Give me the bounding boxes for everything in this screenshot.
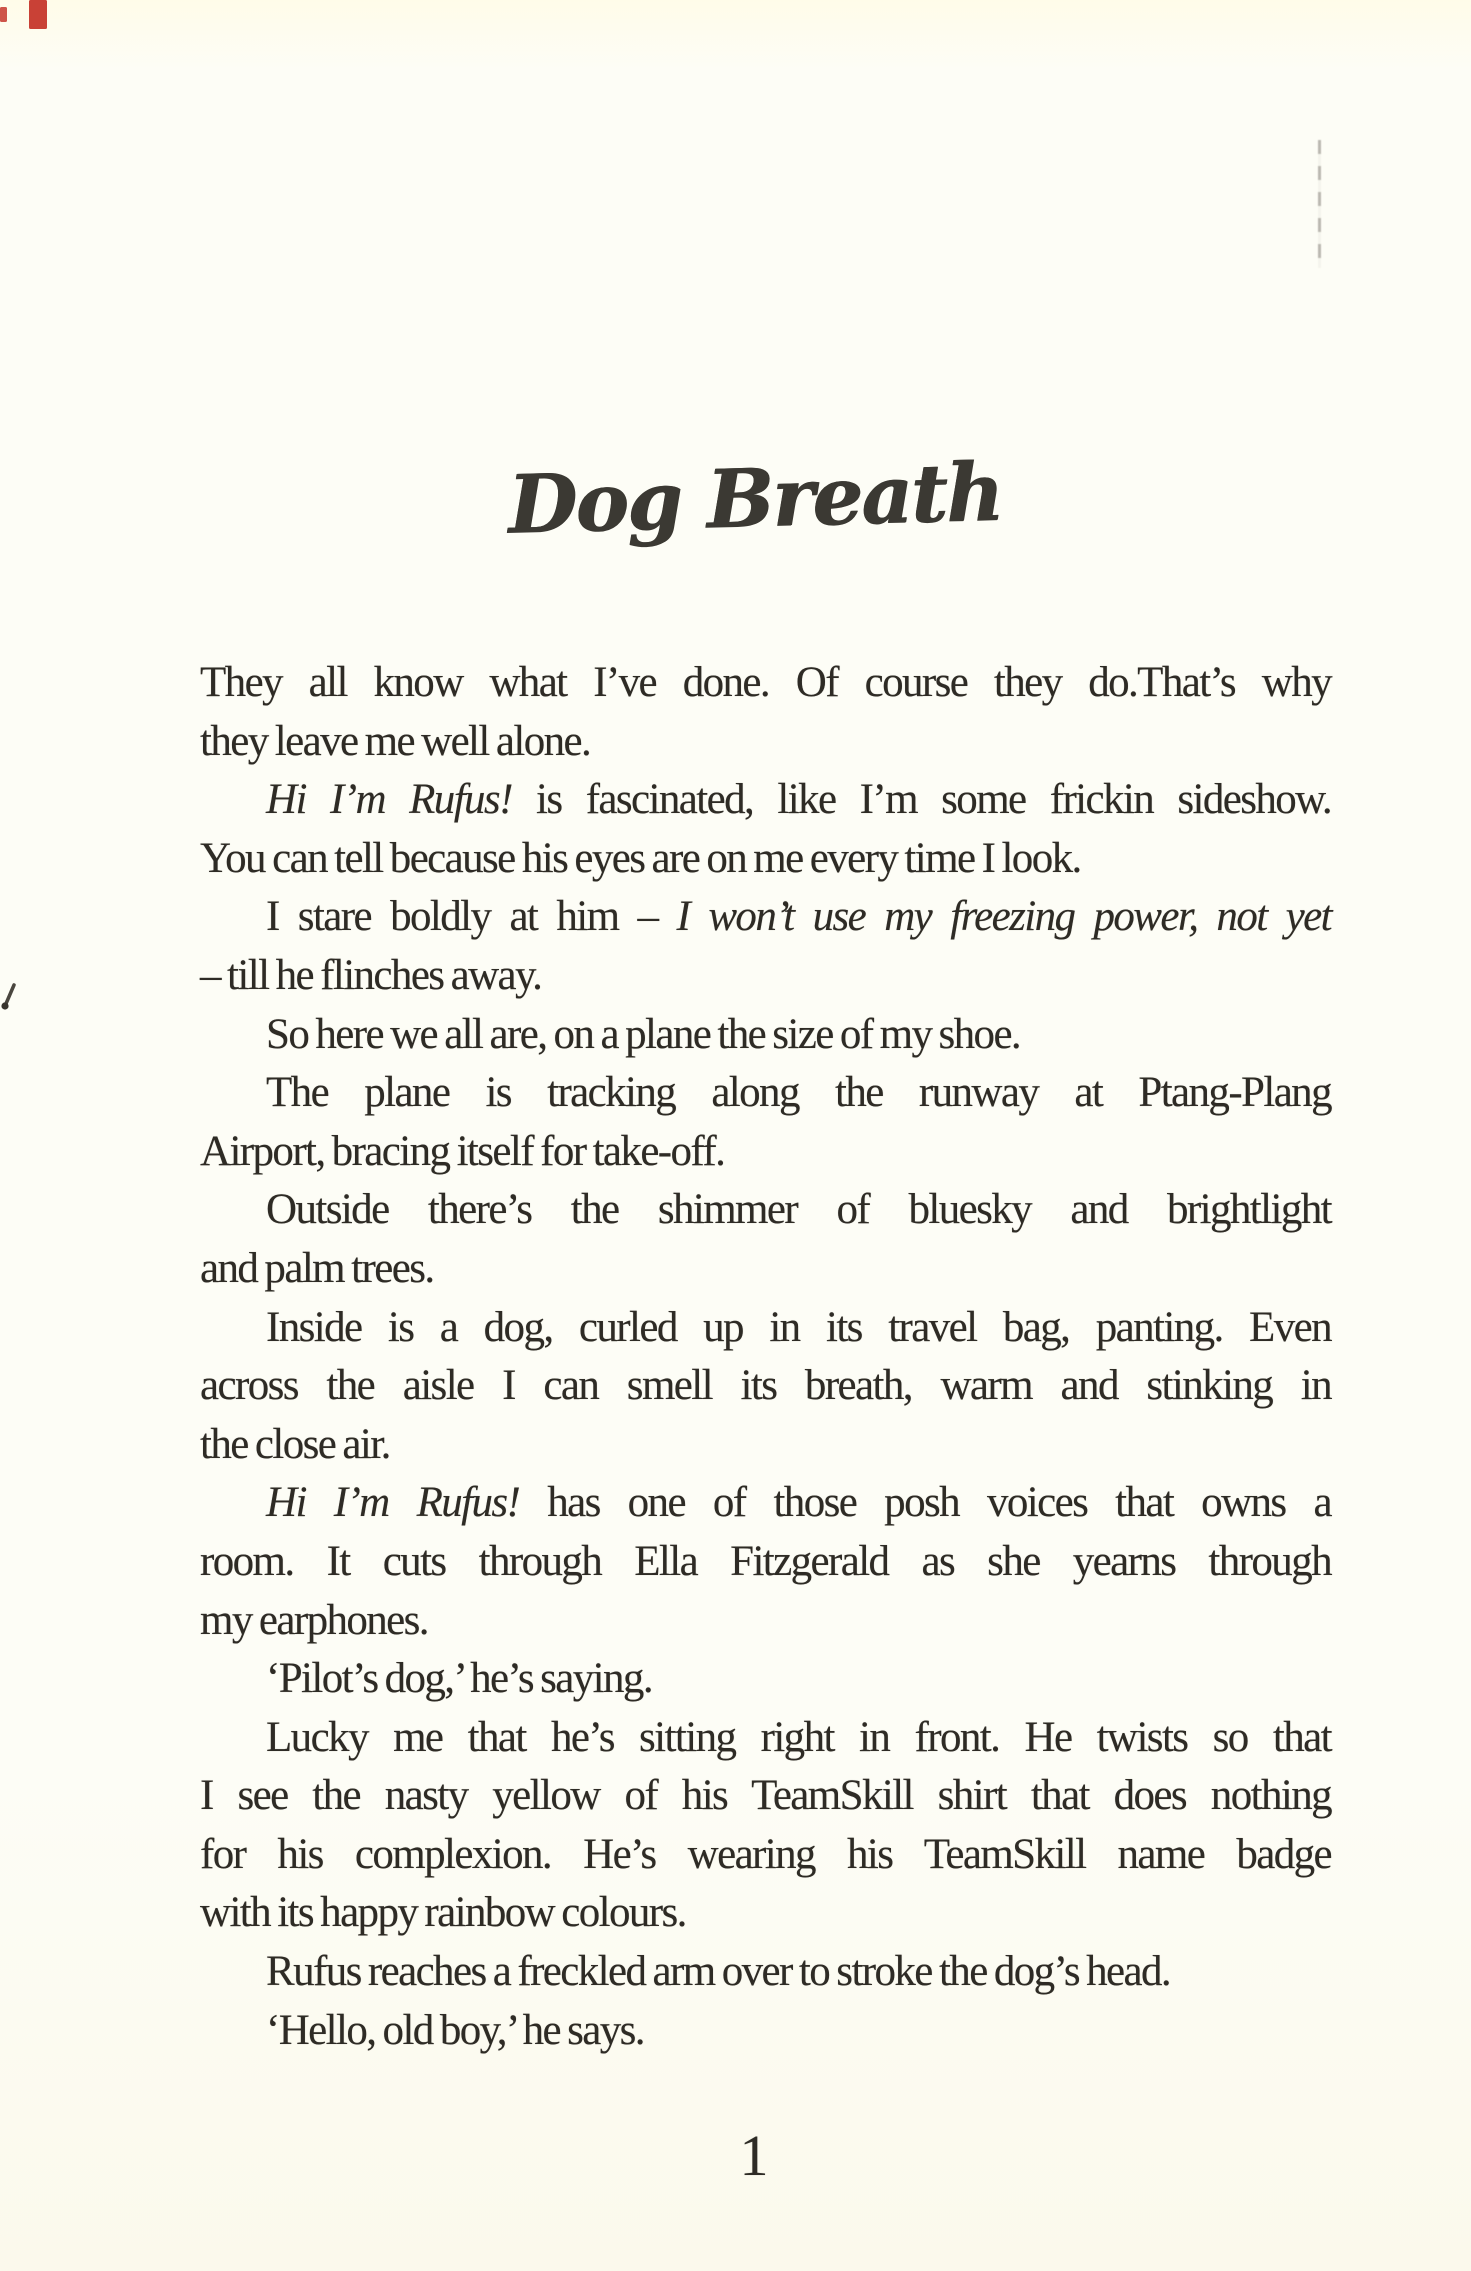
text-run: the close air. [200,1420,390,1468]
text-run: my earphones. [200,1596,428,1644]
text-run: Airport, bracing itself for take-off. [200,1127,725,1175]
text-run: I see the nasty yellow of his TeamSkill shirt that does nothing [200,1772,1331,1820]
chapter-title: Dog Breath [506,444,1004,552]
text-run: They all know what I’ve done. Of course they do.That’s why [200,659,1331,706]
body-line [200,1533,1331,1592]
scan-artifact-red-chip [0,7,7,22]
body-line [200,1064,1331,1123]
text-run: Rufus reaches a freckled arm over to stroke the dog’s head. [266,1948,1171,1996]
text-run: I stare boldly at him – [266,893,677,941]
scan-artifact-red-bar [29,0,47,29]
body-line [200,1884,1331,1943]
italic-text-run: Hi I’m Rufus! [266,776,512,824]
text-run: ‘Pilot’s dog,’ he’s saying. [266,1655,652,1703]
page-number: 1 [739,2123,769,2188]
body-line [200,1709,1331,1768]
scan-artifact-tick-mark [0,982,18,1014]
text-run: Lucky me that he’s sitting right in front. He twists so that [266,1713,1331,1761]
body-line [200,830,1331,889]
text-run: You can tell because his eyes are on me every time I look. [200,834,1081,882]
body-line [200,1826,1331,1885]
text-run: Outside there’s the shimmer of bluesky and brightlight [266,1186,1331,1234]
body-line [200,1650,1331,1709]
body-line [200,1181,1331,1240]
body-line [200,1357,1331,1416]
body-line [200,1416,1331,1475]
text-run: with its happy rainbow colours. [200,1889,686,1937]
text-run: Inside is a dog, curled up in its travel bag, panting. Even [266,1303,1331,1351]
body-line [200,1123,1331,1182]
body-line [200,947,1331,1006]
text-run: ‘Hello, old boy,’ he says. [266,2006,644,2054]
body-line [200,1299,1331,1358]
text-run: is fascinated, like I’m some frickin sideshow. [511,776,1331,824]
body-line [200,1943,1331,2002]
text-run: The plane is tracking along the runway at Ptang-Plang [266,1069,1331,1117]
text-run: has one of those posh voices that owns a [519,1479,1331,1527]
scan-artifact-dashed-line [1318,140,1321,268]
text-run: room. It cuts through Ella Fitzgerald as she yearns through [200,1537,1331,1585]
body-line [200,713,1331,772]
text-run: and palm trees. [200,1244,434,1292]
body-line [200,1474,1331,1533]
text-run: across the aisle I can smell its breath, warm and stinking in [200,1362,1331,1410]
italic-text-run: I won’t use my freezing power, not yet [676,893,1331,941]
body-line [200,1006,1331,1065]
body-line [200,888,1331,947]
body-line [200,1767,1331,1826]
body-text [200,654,1331,2060]
body-line [200,2002,1331,2061]
body-line [200,1240,1331,1299]
body-line [200,654,1331,713]
text-run: they leave me well alone. [200,717,591,765]
text-run: for his complexion. He’s wearing his TeamSkill name badge [200,1830,1331,1878]
italic-text-run: Hi I’m Rufus! [266,1479,520,1527]
text-run: So here we all are, on a plane the size of my shoe. [266,1010,1021,1058]
body-line [200,771,1331,830]
text-run: – till he flinches away. [200,951,542,999]
body-line [200,1592,1331,1651]
